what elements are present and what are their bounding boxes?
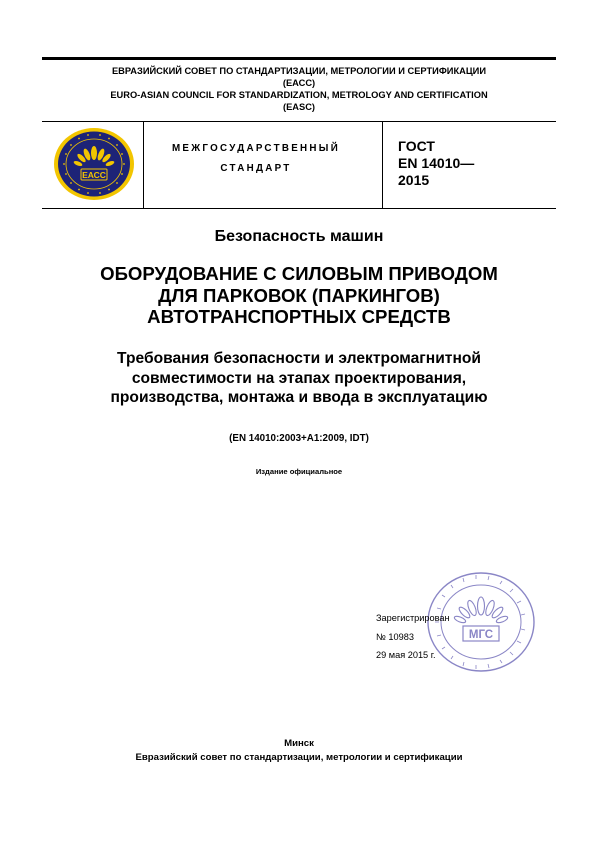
document-subtitle: [42, 349, 556, 408]
document-subject: Безопасность машин: [214, 228, 384, 245]
easc-logo-text: ЕАСС: [82, 169, 106, 180]
registration-date: 29 мая 2015 г.: [376, 650, 436, 660]
publisher-name: Евразийский совет по стандартизации, метрологии и сертификации: [135, 752, 463, 763]
standard-reference: (EN 14010:2003+A1:2009, IDT): [229, 433, 369, 444]
easc-logo: [52, 126, 136, 202]
easc-logo-icon: [52, 126, 136, 202]
top-rule-thick: [42, 57, 556, 60]
publication-city: Минск: [284, 738, 314, 749]
registration-number: № 10983: [376, 632, 414, 642]
gost-code-line2: EN 14010—: [398, 155, 475, 171]
registration-label: Зарегистрирован: [376, 613, 450, 623]
document-title: [42, 263, 556, 328]
council-name-ru: ЕВРАЗИЙСКИЙ СОВЕТ ПО СТАНДАРТИЗАЦИИ, МЕТРОЛОГИИ И СЕРТИФИКАЦИИ: [111, 66, 487, 76]
code-separator: [382, 122, 383, 208]
gost-code-line3: 2015: [398, 172, 430, 188]
standard-type-line1: МЕЖГОСУДАРСТВЕННЫЙ: [171, 143, 341, 154]
subtitle-line-2: совместимости на этапах проектирования,: [131, 369, 467, 387]
gost-code-line1: ГОСТ: [398, 138, 435, 154]
mgs-stamp-text: МГС: [468, 629, 494, 641]
subtitle-line-3: производства, монтажа и ввода в эксплуатацию: [110, 389, 488, 406]
title-line-3: АВТОТРАНСПОРТНЫХ СРЕДСТВ: [147, 306, 451, 327]
header-section-rule: [42, 208, 556, 209]
standard-type-line2: СТАНДАРТ: [220, 163, 292, 174]
header-bottom-rule: [42, 121, 556, 122]
subtitle-line-1: Требования безопасности и электромагнитной: [117, 350, 481, 367]
logo-separator: [143, 122, 144, 208]
title-line-2: ДЛЯ ПАРКОВОК (ПАРКИНГОВ): [158, 284, 440, 306]
council-abbr-ru: (ЕАСС): [282, 78, 316, 88]
edition-note: Издание официальное: [255, 467, 343, 476]
council-abbr-en: (EASC): [282, 102, 316, 112]
council-name-en: EURO-ASIAN COUNCIL FOR STANDARDIZATION, METROLOGY AND CERTIFICATION: [110, 90, 488, 100]
title-line-1: ОБОРУДОВАНИЕ С СИЛОВЫМ ПРИВОДОМ: [100, 263, 498, 284]
